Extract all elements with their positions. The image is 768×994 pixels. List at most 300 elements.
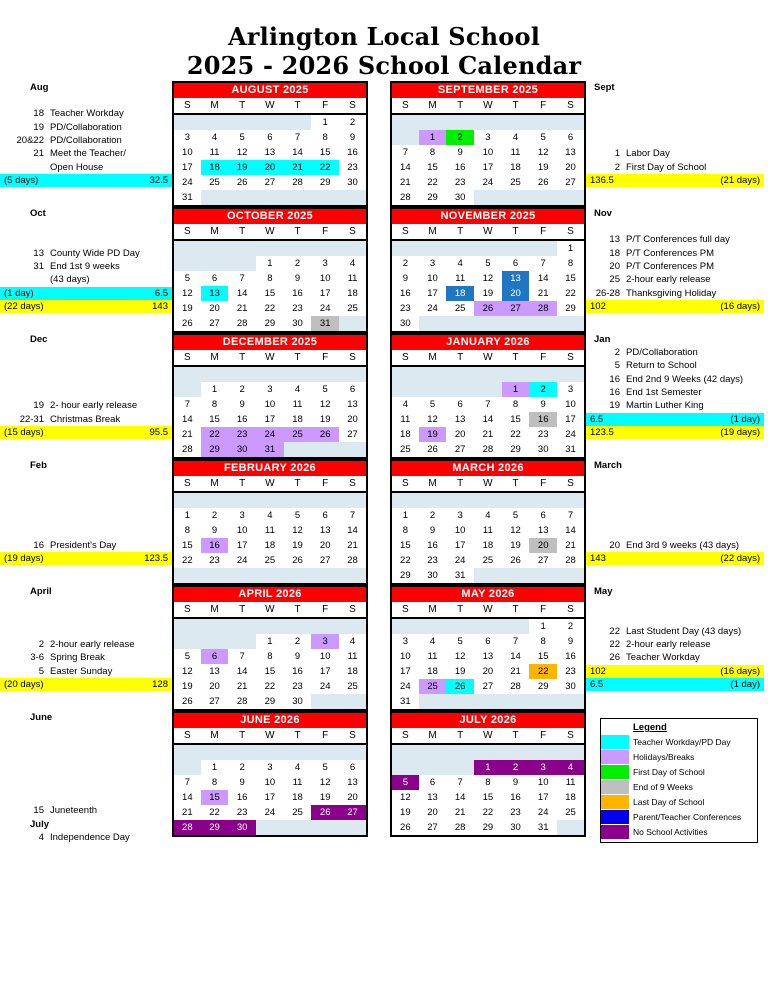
day-cell[interactable] bbox=[419, 366, 447, 382]
day-cell[interactable] bbox=[173, 114, 201, 130]
day-cell[interactable]: 25 bbox=[264, 554, 276, 566]
day-cell[interactable] bbox=[474, 744, 502, 760]
day-cell[interactable]: 10 bbox=[319, 650, 331, 662]
day-cell[interactable]: 23 bbox=[510, 806, 521, 818]
day-cell[interactable] bbox=[474, 366, 502, 382]
day-cell[interactable]: 15 bbox=[537, 650, 549, 662]
day-cell[interactable] bbox=[228, 256, 256, 271]
day-cell[interactable]: 1 bbox=[419, 130, 447, 145]
day-cell[interactable]: 14 bbox=[182, 791, 193, 803]
day-cell[interactable]: 15 bbox=[427, 161, 438, 173]
day-cell[interactable]: 5 bbox=[294, 509, 301, 521]
day-cell[interactable]: 2 bbox=[239, 383, 245, 395]
day-cell[interactable]: 19 bbox=[182, 302, 193, 314]
day-cell[interactable]: 15 bbox=[182, 539, 193, 551]
day-cell[interactable]: 12 bbox=[537, 146, 549, 158]
day-cell[interactable]: 17 bbox=[264, 791, 276, 803]
day-cell[interactable]: 6 bbox=[211, 272, 218, 284]
day-cell[interactable] bbox=[228, 240, 256, 256]
day-cell[interactable]: 4 bbox=[349, 257, 356, 269]
day-cell[interactable]: 26 bbox=[182, 317, 193, 329]
day-cell[interactable]: 6 bbox=[267, 131, 273, 143]
day-cell[interactable]: 12 bbox=[236, 146, 248, 158]
day-cell[interactable] bbox=[339, 190, 367, 206]
day-cell[interactable]: 5 bbox=[184, 272, 190, 284]
day-cell[interactable] bbox=[311, 694, 339, 710]
day-cell[interactable] bbox=[557, 316, 585, 332]
day-cell[interactable]: 4 bbox=[349, 635, 356, 647]
day-cell[interactable]: 7 bbox=[184, 776, 190, 788]
day-cell[interactable]: 4 bbox=[557, 760, 585, 775]
day-cell[interactable]: 16 bbox=[292, 287, 303, 299]
day-cell[interactable]: 7 bbox=[294, 131, 301, 143]
day-cell[interactable]: 16 bbox=[236, 791, 248, 803]
day-cell[interactable]: 24 bbox=[182, 176, 193, 188]
day-cell[interactable] bbox=[529, 114, 557, 130]
day-cell[interactable]: 23 bbox=[537, 428, 549, 440]
day-cell[interactable] bbox=[311, 442, 339, 458]
day-cell[interactable]: 26 bbox=[427, 443, 438, 455]
day-cell[interactable]: 8 bbox=[429, 146, 436, 158]
day-cell[interactable]: 15 bbox=[565, 272, 576, 284]
day-cell[interactable]: 29 bbox=[201, 820, 229, 836]
day-cell[interactable]: 31 bbox=[256, 442, 284, 458]
day-cell[interactable]: 20 bbox=[347, 413, 358, 425]
day-cell[interactable]: 14 bbox=[510, 650, 521, 662]
day-cell[interactable] bbox=[502, 694, 530, 710]
day-cell[interactable]: 27 bbox=[454, 443, 466, 455]
day-cell[interactable]: 20 bbox=[256, 160, 284, 175]
day-cell[interactable]: 30 bbox=[510, 821, 521, 833]
day-cell[interactable]: 3 bbox=[429, 257, 436, 269]
day-cell[interactable]: 26 bbox=[510, 554, 521, 566]
day-cell[interactable]: 16 bbox=[400, 287, 411, 299]
day-cell[interactable]: 30 bbox=[400, 317, 411, 329]
day-cell[interactable]: 10 bbox=[236, 524, 248, 536]
day-cell[interactable] bbox=[419, 114, 447, 130]
day-cell[interactable]: 10 bbox=[482, 146, 494, 158]
day-cell[interactable]: 21 bbox=[236, 680, 248, 692]
day-cell[interactable]: 26 bbox=[311, 427, 339, 442]
day-cell[interactable]: 7 bbox=[457, 776, 463, 788]
day-cell[interactable] bbox=[446, 694, 474, 710]
day-cell[interactable]: 26 bbox=[446, 679, 474, 694]
day-cell[interactable]: 21 bbox=[565, 539, 576, 551]
day-cell[interactable]: 29 bbox=[319, 176, 331, 188]
day-cell[interactable]: 7 bbox=[567, 509, 574, 521]
day-cell[interactable]: 16 bbox=[236, 413, 248, 425]
day-cell[interactable]: 4 bbox=[294, 761, 301, 773]
day-cell[interactable]: 1 bbox=[540, 620, 546, 632]
day-cell[interactable]: 6 bbox=[540, 509, 546, 521]
day-cell[interactable]: 11 bbox=[292, 776, 303, 788]
day-cell[interactable]: 13 bbox=[209, 665, 220, 677]
day-cell[interactable] bbox=[284, 114, 312, 130]
day-cell[interactable]: 7 bbox=[239, 272, 245, 284]
day-cell[interactable]: 23 bbox=[427, 554, 438, 566]
day-cell[interactable]: 25 bbox=[454, 302, 466, 314]
day-cell[interactable] bbox=[474, 568, 502, 584]
day-cell[interactable] bbox=[256, 568, 284, 584]
day-cell[interactable]: 25 bbox=[482, 554, 494, 566]
day-cell[interactable]: 10 bbox=[182, 146, 193, 158]
day-cell[interactable] bbox=[419, 694, 447, 710]
day-cell[interactable]: 13 bbox=[565, 146, 576, 158]
day-cell[interactable] bbox=[228, 634, 256, 649]
day-cell[interactable]: 16 bbox=[529, 412, 557, 427]
day-cell[interactable] bbox=[228, 618, 256, 634]
day-cell[interactable]: 4 bbox=[457, 257, 463, 269]
day-cell[interactable] bbox=[339, 492, 367, 508]
day-cell[interactable]: 27 bbox=[537, 554, 549, 566]
day-cell[interactable]: 8 bbox=[267, 272, 273, 284]
day-cell[interactable]: 23 bbox=[292, 680, 303, 692]
day-cell[interactable]: 30 bbox=[427, 569, 438, 581]
day-cell[interactable]: 21 bbox=[284, 160, 312, 175]
day-cell[interactable] bbox=[446, 382, 474, 397]
day-cell[interactable]: 26 bbox=[400, 821, 411, 833]
day-cell[interactable]: 14 bbox=[537, 272, 549, 284]
day-cell[interactable]: 31 bbox=[311, 316, 339, 332]
day-cell[interactable]: 24 bbox=[482, 176, 494, 188]
day-cell[interactable]: 27 bbox=[565, 176, 576, 188]
day-cell[interactable]: 19 bbox=[537, 161, 549, 173]
day-cell[interactable] bbox=[256, 618, 284, 634]
day-cell[interactable] bbox=[446, 316, 474, 332]
day-cell[interactable] bbox=[201, 190, 229, 206]
day-cell[interactable]: 13 bbox=[347, 398, 358, 410]
day-cell[interactable]: 23 bbox=[228, 427, 256, 442]
day-cell[interactable]: 30 bbox=[228, 820, 256, 836]
day-cell[interactable]: 21 bbox=[236, 302, 248, 314]
day-cell[interactable]: 16 bbox=[347, 146, 358, 158]
day-cell[interactable] bbox=[201, 114, 229, 130]
day-cell[interactable]: 18 bbox=[292, 413, 303, 425]
day-cell[interactable]: 23 bbox=[292, 302, 303, 314]
day-cell[interactable] bbox=[446, 114, 474, 130]
day-cell[interactable]: 15 bbox=[510, 413, 521, 425]
day-cell[interactable] bbox=[557, 190, 585, 206]
day-cell[interactable]: 20 bbox=[565, 161, 576, 173]
day-cell[interactable]: 3 bbox=[485, 131, 491, 143]
day-cell[interactable]: 27 bbox=[319, 554, 331, 566]
day-cell[interactable] bbox=[311, 618, 339, 634]
day-cell[interactable]: 3 bbox=[184, 131, 190, 143]
day-cell[interactable]: 8 bbox=[512, 398, 519, 410]
day-cell[interactable] bbox=[256, 820, 284, 836]
day-cell[interactable]: 29 bbox=[264, 695, 276, 707]
day-cell[interactable] bbox=[173, 492, 201, 508]
day-cell[interactable]: 2 bbox=[239, 761, 245, 773]
day-cell[interactable]: 8 bbox=[211, 398, 218, 410]
day-cell[interactable] bbox=[173, 618, 201, 634]
day-cell[interactable]: 19 bbox=[510, 539, 521, 551]
day-cell[interactable] bbox=[419, 492, 447, 508]
day-cell[interactable]: 20 bbox=[209, 680, 220, 692]
day-cell[interactable]: 3 bbox=[402, 635, 408, 647]
day-cell[interactable]: 22 bbox=[427, 176, 438, 188]
day-cell[interactable]: 24 bbox=[319, 680, 331, 692]
day-cell[interactable] bbox=[446, 760, 474, 775]
day-cell[interactable]: 25 bbox=[347, 680, 358, 692]
day-cell[interactable]: 31 bbox=[565, 443, 576, 455]
day-cell[interactable]: 16 bbox=[427, 539, 438, 551]
day-cell[interactable]: 5 bbox=[391, 775, 419, 790]
day-cell[interactable]: 29 bbox=[537, 680, 549, 692]
day-cell[interactable]: 19 bbox=[482, 287, 494, 299]
day-cell[interactable]: 18 bbox=[427, 665, 438, 677]
day-cell[interactable]: 28 bbox=[182, 443, 193, 455]
day-cell[interactable]: 12 bbox=[427, 413, 438, 425]
day-cell[interactable]: 10 bbox=[454, 524, 466, 536]
day-cell[interactable]: 15 bbox=[482, 791, 494, 803]
day-cell[interactable] bbox=[256, 240, 284, 256]
day-cell[interactable]: 26 bbox=[474, 301, 502, 316]
day-cell[interactable]: 1 bbox=[322, 116, 328, 128]
day-cell[interactable]: 30 bbox=[537, 443, 549, 455]
day-cell[interactable] bbox=[557, 744, 585, 760]
day-cell[interactable] bbox=[529, 366, 557, 382]
day-cell[interactable] bbox=[339, 618, 367, 634]
day-cell[interactable] bbox=[446, 744, 474, 760]
day-cell[interactable]: 2 bbox=[429, 509, 436, 521]
day-cell[interactable]: 5 bbox=[512, 509, 519, 521]
day-cell[interactable]: 18 bbox=[446, 286, 474, 301]
day-cell[interactable] bbox=[391, 492, 419, 508]
day-cell[interactable]: 30 bbox=[565, 680, 576, 692]
day-cell[interactable]: 14 bbox=[182, 413, 193, 425]
day-cell[interactable]: 20 bbox=[319, 539, 331, 551]
day-cell[interactable]: 5 bbox=[540, 131, 546, 143]
day-cell[interactable] bbox=[557, 492, 585, 508]
day-cell[interactable]: 11 bbox=[455, 272, 466, 284]
day-cell[interactable]: 14 bbox=[400, 161, 411, 173]
day-cell[interactable] bbox=[311, 744, 339, 760]
day-cell[interactable]: 18 bbox=[201, 160, 229, 175]
day-cell[interactable]: 12 bbox=[292, 524, 303, 536]
day-cell[interactable] bbox=[311, 492, 339, 508]
day-cell[interactable] bbox=[529, 744, 557, 760]
day-cell[interactable]: 18 bbox=[347, 287, 358, 299]
day-cell[interactable]: 15 bbox=[319, 146, 331, 158]
day-cell[interactable] bbox=[256, 366, 284, 382]
day-cell[interactable]: 3 bbox=[311, 634, 339, 649]
day-cell[interactable]: 22 bbox=[400, 554, 411, 566]
day-cell[interactable] bbox=[284, 366, 312, 382]
day-cell[interactable]: 11 bbox=[264, 524, 275, 536]
day-cell[interactable]: 3 bbox=[267, 761, 273, 773]
day-cell[interactable]: 3 bbox=[239, 509, 245, 521]
day-cell[interactable]: 13 bbox=[201, 286, 229, 301]
day-cell[interactable]: 17 bbox=[182, 161, 193, 173]
day-cell[interactable] bbox=[419, 760, 447, 775]
day-cell[interactable]: 5 bbox=[184, 650, 190, 662]
day-cell[interactable]: 5 bbox=[322, 761, 328, 773]
day-cell[interactable]: 7 bbox=[402, 146, 408, 158]
day-cell[interactable]: 29 bbox=[400, 569, 411, 581]
day-cell[interactable] bbox=[557, 114, 585, 130]
day-cell[interactable]: 28 bbox=[236, 317, 248, 329]
day-cell[interactable]: 27 bbox=[264, 176, 276, 188]
day-cell[interactable]: 27 bbox=[339, 805, 367, 820]
day-cell[interactable]: 25 bbox=[209, 176, 220, 188]
day-cell[interactable]: 9 bbox=[457, 146, 463, 158]
day-cell[interactable]: 1 bbox=[267, 635, 273, 647]
day-cell[interactable] bbox=[391, 114, 419, 130]
day-cell[interactable]: 7 bbox=[512, 635, 519, 647]
day-cell[interactable]: 28 bbox=[565, 554, 576, 566]
day-cell[interactable]: 2 bbox=[529, 382, 557, 397]
day-cell[interactable]: 16 bbox=[454, 161, 466, 173]
day-cell[interactable]: 24 bbox=[256, 427, 284, 442]
day-cell[interactable]: 22 bbox=[182, 554, 193, 566]
day-cell[interactable]: 24 bbox=[400, 680, 411, 692]
day-cell[interactable]: 7 bbox=[184, 398, 190, 410]
day-cell[interactable]: 6 bbox=[201, 649, 229, 664]
day-cell[interactable]: 6 bbox=[457, 398, 463, 410]
day-cell[interactable]: 2 bbox=[349, 116, 356, 128]
day-cell[interactable]: 7 bbox=[239, 650, 245, 662]
day-cell[interactable] bbox=[201, 240, 229, 256]
day-cell[interactable]: 18 bbox=[482, 539, 494, 551]
day-cell[interactable]: 9 bbox=[540, 398, 546, 410]
day-cell[interactable]: 6 bbox=[349, 383, 356, 395]
day-cell[interactable]: 10 bbox=[537, 776, 549, 788]
day-cell[interactable]: 22 bbox=[529, 664, 557, 679]
day-cell[interactable] bbox=[419, 382, 447, 397]
day-cell[interactable]: 20 bbox=[454, 428, 466, 440]
day-cell[interactable]: 22 bbox=[264, 302, 276, 314]
day-cell[interactable]: 9 bbox=[211, 524, 218, 536]
day-cell[interactable]: 18 bbox=[292, 791, 303, 803]
day-cell[interactable] bbox=[284, 568, 312, 584]
day-cell[interactable]: 13 bbox=[319, 524, 331, 536]
day-cell[interactable]: 7 bbox=[349, 509, 356, 521]
day-cell[interactable]: 28 bbox=[236, 695, 248, 707]
day-cell[interactable] bbox=[173, 744, 201, 760]
day-cell[interactable]: 17 bbox=[565, 413, 576, 425]
day-cell[interactable]: 12 bbox=[319, 776, 331, 788]
day-cell[interactable] bbox=[284, 240, 312, 256]
day-cell[interactable]: 2 bbox=[402, 257, 408, 269]
day-cell[interactable]: 19 bbox=[319, 791, 331, 803]
day-cell[interactable]: 31 bbox=[400, 695, 411, 707]
day-cell[interactable]: 29 bbox=[201, 442, 229, 458]
day-cell[interactable]: 9 bbox=[239, 776, 245, 788]
day-cell[interactable]: 8 bbox=[402, 524, 408, 536]
day-cell[interactable] bbox=[228, 366, 256, 382]
day-cell[interactable]: 15 bbox=[209, 413, 220, 425]
day-cell[interactable]: 22 bbox=[264, 680, 276, 692]
day-cell[interactable]: 16 bbox=[292, 665, 303, 677]
day-cell[interactable]: 29 bbox=[482, 821, 494, 833]
day-cell[interactable]: 3 bbox=[529, 760, 557, 775]
day-cell[interactable]: 16 bbox=[565, 650, 576, 662]
day-cell[interactable]: 6 bbox=[485, 635, 491, 647]
day-cell[interactable] bbox=[557, 694, 585, 710]
day-cell[interactable]: 14 bbox=[236, 287, 248, 299]
day-cell[interactable] bbox=[529, 190, 557, 206]
day-cell[interactable]: 17 bbox=[264, 413, 276, 425]
day-cell[interactable]: 13 bbox=[347, 776, 358, 788]
day-cell[interactable] bbox=[339, 820, 367, 836]
day-cell[interactable]: 11 bbox=[482, 524, 493, 536]
day-cell[interactable]: 25 bbox=[565, 806, 576, 818]
day-cell[interactable]: 4 bbox=[267, 509, 273, 521]
day-cell[interactable]: 25 bbox=[292, 806, 303, 818]
day-cell[interactable] bbox=[557, 568, 585, 584]
day-cell[interactable] bbox=[391, 240, 419, 256]
day-cell[interactable] bbox=[502, 316, 530, 332]
day-cell[interactable]: 11 bbox=[427, 650, 438, 662]
day-cell[interactable]: 25 bbox=[284, 427, 312, 442]
day-cell[interactable]: 20 bbox=[427, 806, 438, 818]
day-cell[interactable]: 20 bbox=[482, 665, 494, 677]
day-cell[interactable]: 22 bbox=[209, 806, 220, 818]
day-cell[interactable]: 18 bbox=[565, 791, 576, 803]
day-cell[interactable]: 11 bbox=[510, 146, 521, 158]
day-cell[interactable]: 26 bbox=[292, 554, 303, 566]
day-cell[interactable]: 22 bbox=[201, 427, 229, 442]
day-cell[interactable] bbox=[474, 618, 502, 634]
day-cell[interactable]: 19 bbox=[400, 806, 411, 818]
day-cell[interactable]: 21 bbox=[347, 539, 358, 551]
day-cell[interactable]: 4 bbox=[211, 131, 218, 143]
day-cell[interactable]: 13 bbox=[502, 271, 530, 286]
day-cell[interactable] bbox=[339, 316, 367, 332]
day-cell[interactable] bbox=[446, 492, 474, 508]
day-cell[interactable]: 29 bbox=[510, 443, 521, 455]
day-cell[interactable]: 4 bbox=[402, 398, 408, 410]
day-cell[interactable]: 22 bbox=[510, 428, 521, 440]
day-cell[interactable]: 10 bbox=[264, 776, 276, 788]
day-cell[interactable]: 21 bbox=[537, 287, 549, 299]
day-cell[interactable]: 28 bbox=[347, 554, 358, 566]
day-cell[interactable]: 19 bbox=[419, 427, 447, 442]
day-cell[interactable]: 24 bbox=[427, 302, 438, 314]
day-cell[interactable] bbox=[529, 240, 557, 256]
day-cell[interactable]: 22 bbox=[482, 806, 494, 818]
day-cell[interactable]: 6 bbox=[322, 509, 328, 521]
day-cell[interactable]: 27 bbox=[347, 428, 358, 440]
day-cell[interactable]: 10 bbox=[400, 650, 411, 662]
day-cell[interactable]: 12 bbox=[510, 524, 521, 536]
day-cell[interactable]: 5 bbox=[322, 383, 328, 395]
day-cell[interactable] bbox=[391, 130, 419, 145]
day-cell[interactable] bbox=[228, 190, 256, 206]
day-cell[interactable]: 28 bbox=[529, 301, 557, 316]
day-cell[interactable]: 23 bbox=[565, 665, 576, 677]
day-cell[interactable]: 8 bbox=[485, 776, 491, 788]
day-cell[interactable]: 11 bbox=[292, 398, 303, 410]
day-cell[interactable]: 19 bbox=[182, 680, 193, 692]
day-cell[interactable]: 10 bbox=[427, 272, 438, 284]
day-cell[interactable] bbox=[502, 240, 530, 256]
day-cell[interactable] bbox=[474, 382, 502, 397]
day-cell[interactable]: 17 bbox=[482, 161, 494, 173]
day-cell[interactable] bbox=[256, 744, 284, 760]
day-cell[interactable]: 30 bbox=[347, 176, 358, 188]
day-cell[interactable]: 1 bbox=[184, 509, 190, 521]
day-cell[interactable] bbox=[228, 114, 256, 130]
day-cell[interactable]: 6 bbox=[349, 761, 356, 773]
day-cell[interactable]: 8 bbox=[184, 524, 190, 536]
day-cell[interactable] bbox=[502, 568, 530, 584]
day-cell[interactable]: 13 bbox=[427, 791, 438, 803]
day-cell[interactable]: 1 bbox=[402, 509, 408, 521]
day-cell[interactable]: 28 bbox=[292, 176, 303, 188]
day-cell[interactable]: 5 bbox=[429, 398, 436, 410]
